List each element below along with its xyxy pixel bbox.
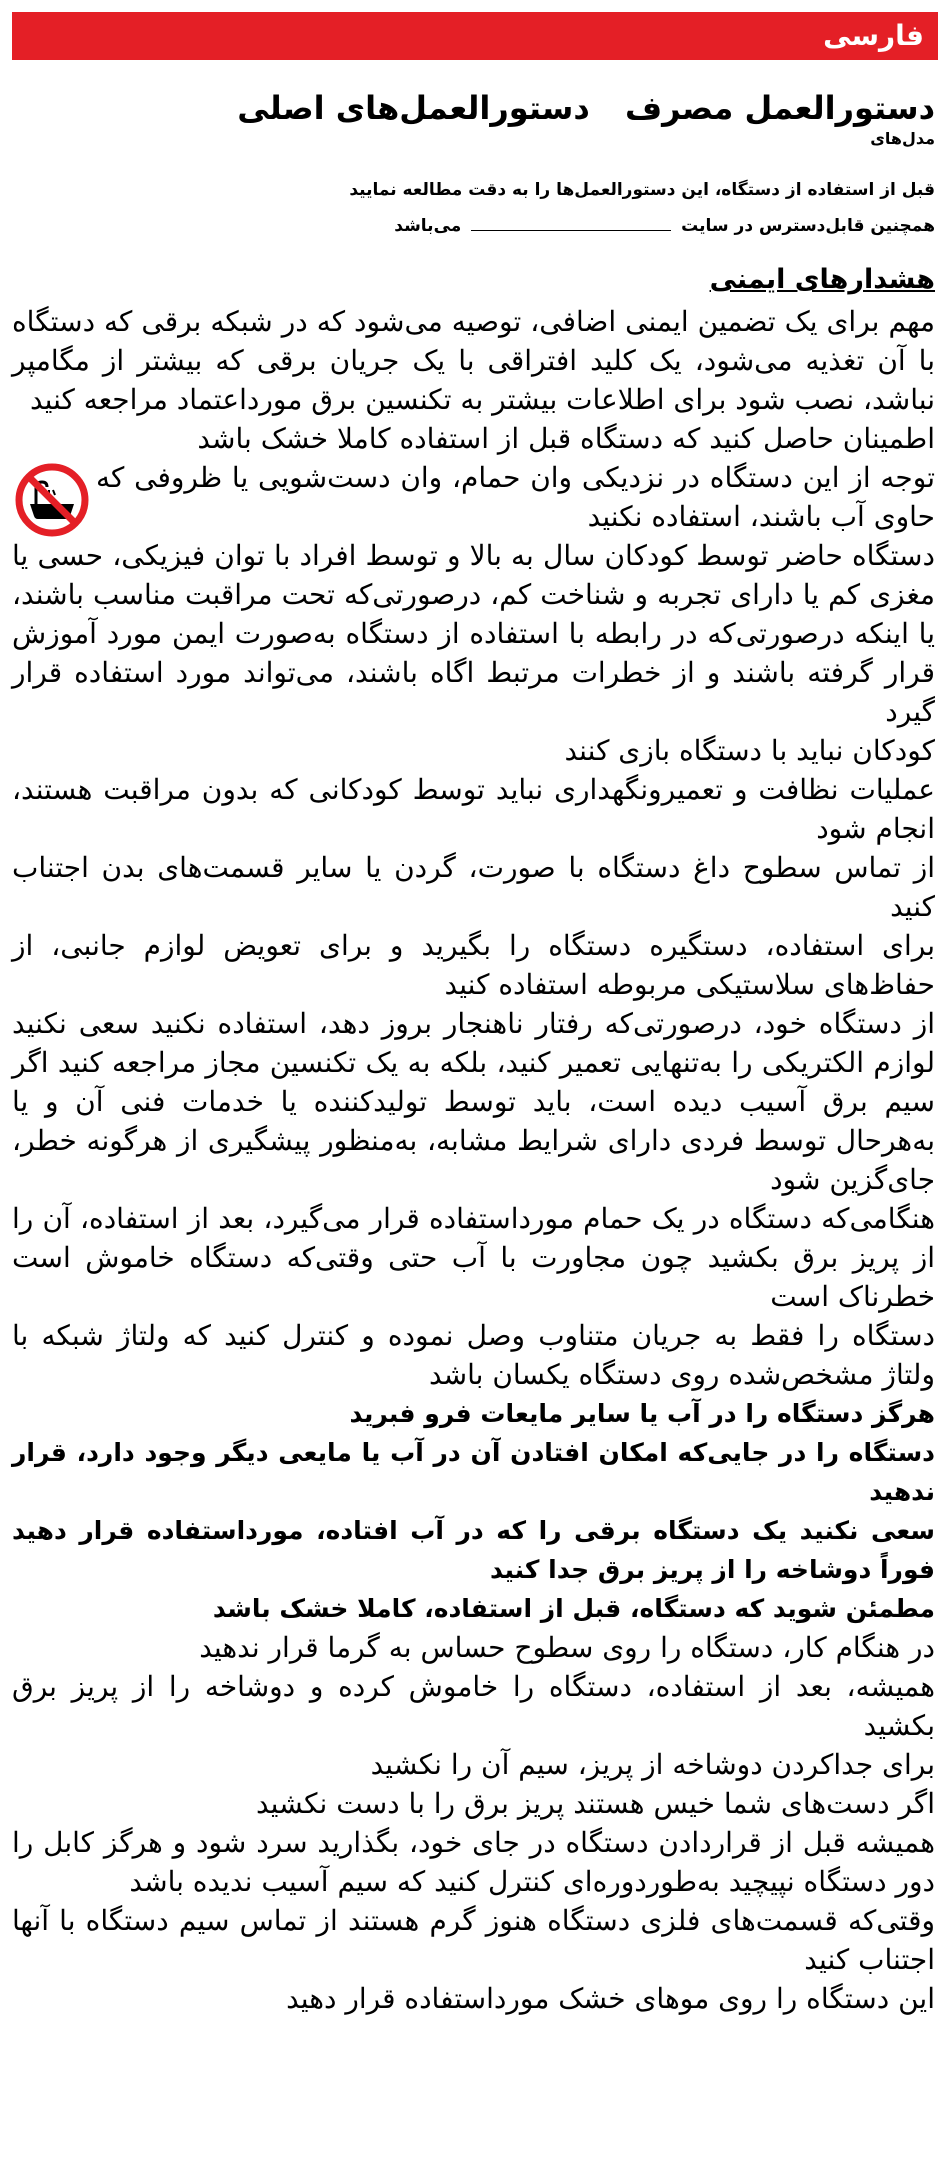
- intro-line-2-start: همچنین قابل‌دسترس در سایت: [681, 216, 935, 236]
- no-bathtub-icon: [14, 462, 90, 538]
- bathtub-warning-row: [12, 458, 935, 536]
- title-part-usage: دستورالعمل مصرف: [624, 89, 935, 127]
- warning-paragraph: مهم برای یک تضمین ایمنی اضافی، توصیه می‌شود که در شبکه برقی که دستگاه با آن تغذیه می‌شود، یک کلید افتراقی با یک جریان برقی که بیشتر از مگامپر نباشد، نصب شود برای اطلاعات بیشتر به تکنسین برق مورداعتماد مراجعه کنید: [12, 305, 935, 416]
- safety-section-title: هشدارهای ایمنی: [709, 264, 935, 295]
- warning-paragraph: از دستگاه خود، درصورتی‌که رفتار ناهنجار بروز دهد، استفاده نکنید سعی نکنید لوازم الکتریکی را به‌تنهایی تعمیر کنید، بلکه به یک تکنسین مجاز مراجعه کنید اگر سیم برق آسیب دیده است، باید توسط تولیدکننده یا خدمات فنی آن و یا به‌هرحال توسط فردی دارای شرایط مشابه، به‌منظور پیشگیری از هرگونه خطر، جای‌گزین شود: [12, 1007, 935, 1196]
- bold-warning-paragraph: سعی نکنید یک دستگاه برقی را که در آب افتاده، مورداستفاده قرار دهید فوراً دوشاخه را از پریز برق جدا کنید: [12, 1516, 935, 1584]
- language-header-bar: [12, 12, 938, 60]
- intro-line-2-end: می‌باشد: [394, 216, 462, 236]
- language-label: فارسی: [823, 19, 924, 52]
- bold-warning-paragraph: مطمئن شوید که دستگاه، قبل از استفاده، کاملا خشک باشد: [212, 1594, 935, 1623]
- intro-line-1: قبل از استفاده از دستگاه، این دستورالعمل‌ها را به دقت مطالعه نمایید: [349, 180, 935, 200]
- intro-block: [15, 172, 935, 244]
- warning-paragraph: برای جداکردن دوشاخه از پریز، سیم آن را نکشید: [370, 1748, 935, 1781]
- warning-paragraph: اگر دست‌های شما خیس هستند پریز برق را با دست نکشید: [255, 1787, 935, 1820]
- title-part-main: دستورالعمل‌های اصلی: [237, 89, 590, 127]
- warning-paragraph: همیشه، بعد از استفاده، دستگاه را خاموش کرده و دوشاخه را از پریز برق بکشید: [12, 1670, 935, 1742]
- warning-paragraph: هنگامی‌که دستگاه در یک حمام مورداستفاده قرار می‌گیرد، بعد از استفاده، آن را از پریز برق بکشید چون مجاورت با آب حتی وقتی‌که دستگاه خاموش است خطرناک است: [12, 1202, 935, 1313]
- warning-paragraph: کودکان نباید با دستگاه بازی کنند: [564, 734, 935, 767]
- intro-line-2: [15, 208, 935, 244]
- warning-paragraph: همیشه قبل از قراردادن دستگاه در جای خود، بگذارید سرد شود و هرگز کابل را دور دستگاه نپیچید به‌طوردوره‌ای کنترل کنید که سیم آسیب ندیده باشد: [12, 1826, 935, 1898]
- bold-warning-paragraph: هرگز دستگاه را در آب یا سایر مایعات فرو فبرید: [349, 1399, 935, 1428]
- bold-warning-paragraph: دستگاه را در جایی‌که امکان افتادن آن در آب یا مایعی دیگر وجود دارد، قرار ندهید: [12, 1438, 935, 1506]
- warning-paragraph: دستگاه را فقط به جریان متناوب وصل نموده و کنترل کنید که ولتاژ شبکه با ولتاژ مشخص‌شده روی دستگاه یکسان باشد: [12, 1319, 935, 1391]
- warning-paragraph: توجه از این دستگاه در نزدیکی وان حمام، وان دست‌شویی یا ظروفی که حاوی آب باشند، استفاده نکنید: [96, 461, 935, 533]
- page-title: [15, 88, 935, 128]
- warning-paragraph: عملیات نظافت و تعمیرونگهداری نباید توسط کودکانی که بدون مراقبت هستند، انجام شود: [12, 773, 935, 845]
- warning-paragraph: از تماس سطوح داغ دستگاه با صورت، گردن یا سایر قسمت‌های بدن اجتناب کنید: [12, 851, 935, 923]
- warning-paragraph: در هنگام کار، دستگاه را روی سطوح حساس به گرما قرار ندهید: [199, 1631, 935, 1664]
- models-label: مدل‌های: [870, 129, 935, 148]
- website-blank: [471, 210, 671, 231]
- safety-warnings-body: [12, 302, 935, 2018]
- warning-paragraph: برای استفاده، دستگیره دستگاه را بگیرید و برای تعویض لوازم جانبی، از حفاظ‌های سلاستیکی مربوطه استفاده کنید: [12, 929, 935, 1001]
- warning-paragraph: اطمینان حاصل کنید که دستگاه قبل از استفاده کاملا خشک باشد: [197, 422, 935, 455]
- warning-paragraph: وقتی‌که قسمت‌های فلزی دستگاه هنوز گرم هستند از تماس سیم دستگاه با آنها اجتناب کنید: [12, 1904, 935, 1976]
- warning-paragraph: این دستگاه را روی موهای خشک مورداستفاده قرار دهید: [286, 1982, 935, 2015]
- warning-paragraph: دستگاه حاضر توسط کودکان سال به بالا و توسط افراد با توان فیزیکی، حسی یا مغزی کم یا دارای تجربه و شناخت کم، درصورتی‌که تحت مراقبت مناسب باشند، یا اینکه درصورتی‌که در رابطه با استفاده از دستگاه به‌صورت ایمن مورد آموزش قرار گرفته باشند و از خطرات مرتبط اگاه باشند، می‌تواند مورد استفاده قرار گیرد: [12, 539, 935, 728]
